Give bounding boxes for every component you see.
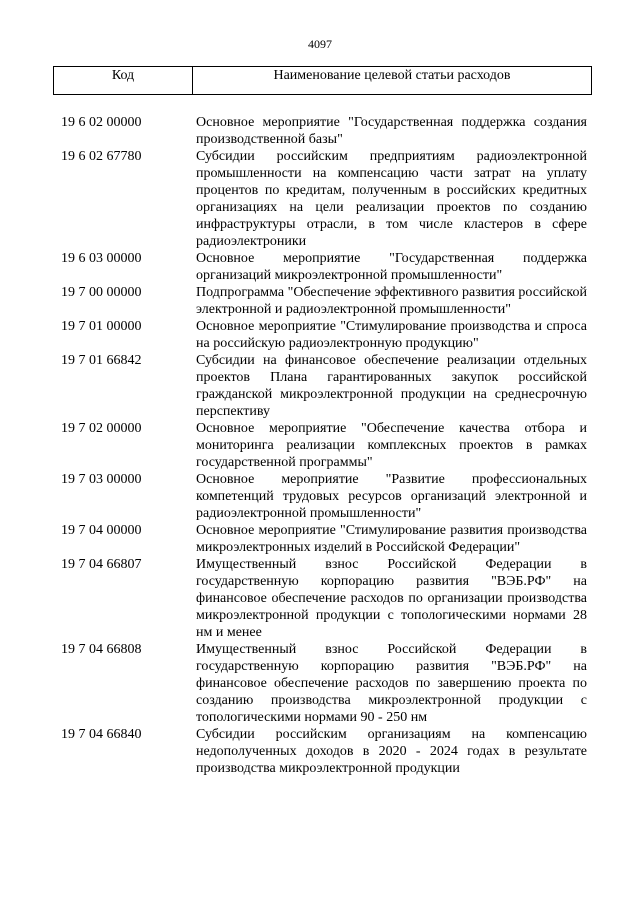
row-code: 19 7 01 66842: [61, 353, 142, 368]
row-description: Субсидии российским организациям на компенсацию недополученных доходов в 2020 - 2024 годах в результате производства микроэлектронной продукции: [196, 727, 587, 776]
row-code: 19 7 04 66840: [61, 727, 142, 742]
row-code: 19 6 02 67780: [61, 149, 142, 164]
budget-items-list: [61, 114, 587, 777]
row-code: 19 7 04 00000: [61, 523, 142, 538]
table-row: [61, 420, 587, 471]
row-code: 19 7 04 66807: [61, 557, 142, 572]
table-row: [61, 726, 587, 777]
row-code: 19 7 00 00000: [61, 285, 142, 300]
table-row: [61, 148, 587, 250]
row-description: Основное мероприятие "Обеспечение качества отбора и мониторинга реализации комплексных проектов в рамках государственной программы": [196, 421, 587, 470]
row-code: 19 7 03 00000: [61, 472, 142, 487]
row-code: 19 7 01 00000: [61, 319, 142, 334]
table-row: [61, 522, 587, 556]
row-code: 19 6 03 00000: [61, 251, 142, 266]
row-description: Основное мероприятие "Государственная поддержка организаций микроэлектронной промышленности": [196, 251, 587, 283]
row-code: 19 7 02 00000: [61, 421, 142, 436]
row-description: Основное мероприятие "Стимулирование производства и спроса на российскую радиоэлектронную продукцию": [196, 319, 587, 351]
table-row: [61, 556, 587, 641]
table-header: [53, 66, 592, 95]
table-row: [61, 318, 587, 352]
row-description: Имущественный взнос Российской Федерации в государственную корпорацию развития "ВЭБ.РФ" на финансовое обеспечение расходов по завершению проекта по созданию производства микроэлектронной продукции с топологическими нормами 90 - 250 нм: [196, 642, 587, 725]
header-code-column: Код: [54, 67, 193, 94]
table-row: [61, 352, 587, 420]
header-name-column: Наименование целевой статьи расходов: [273, 68, 511, 83]
table-row: [61, 114, 587, 148]
row-description: Подпрограмма "Обеспечение эффективного развития российской электронной и радиоэлектронной промышленности": [196, 285, 587, 317]
table-row: [61, 641, 587, 726]
page-number: 4097: [308, 37, 332, 51]
row-code: 19 6 02 00000: [61, 115, 142, 130]
row-description: Основное мероприятие "Стимулирование развития производства микроэлектронных изделий в Российской Федерации": [196, 523, 587, 555]
row-description: Субсидии на финансовое обеспечение реализации отдельных проектов Плана гарантированных закупок российской гражданской микроэлектронной продукции на среднесрочную перспективу: [196, 353, 587, 419]
row-description: Субсидии российским предприятиям радиоэлектронной промышленности на компенсацию части затрат на уплату процентов по кредитам, полученным в российских кредитных организациях на цели реализации проектов по созданию инфраструктуры отрасли, в том числе кластеров в сфере радиоэлектроники: [196, 149, 587, 249]
table-row: [61, 284, 587, 318]
row-description: Основное мероприятие "Государственная поддержка создания производственной базы": [196, 115, 587, 147]
row-code: 19 7 04 66808: [61, 642, 142, 657]
table-row: [61, 471, 587, 522]
row-description: Имущественный взнос Российской Федерации в государственную корпорацию развития "ВЭБ.РФ" на финансовое обеспечение расходов по организации производства микроэлектронной продукции с топологическими нормами 28 нм и менее: [196, 557, 587, 640]
row-description: Основное мероприятие "Развитие профессиональных компетенций трудовых ресурсов организаций электронной и радиоэлектронной промышленности": [196, 472, 587, 521]
table-row: [61, 250, 587, 284]
